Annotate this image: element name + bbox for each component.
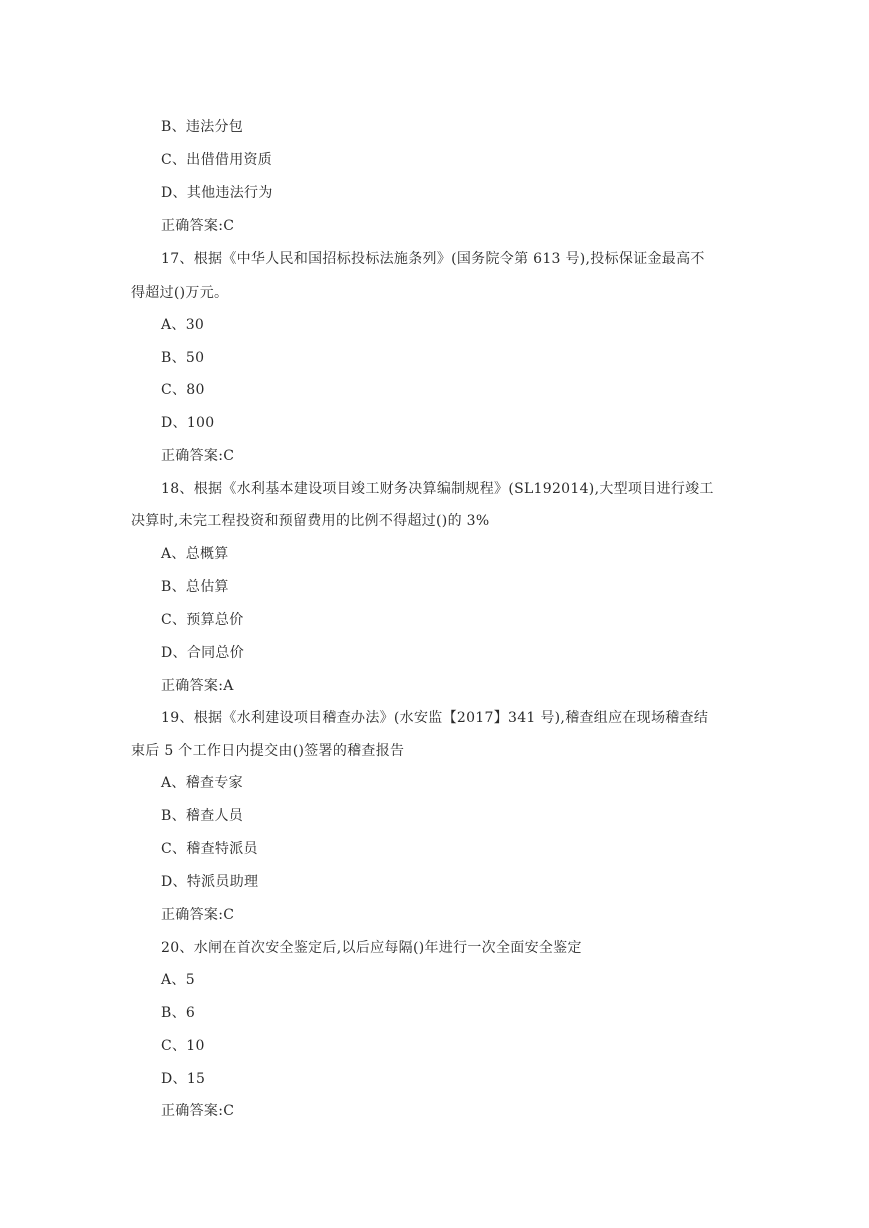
option-line: C、80 [161,382,205,398]
option-line: C、稽查特派员 [161,841,258,857]
option-line: C、10 [161,1038,205,1054]
option-line: D、15 [161,1071,206,1087]
option-line: B、6 [161,1005,196,1021]
option-line: B、稽查人员 [161,808,244,824]
question-line: 17、根据《中华人民和国招标投标法施条列》(国务院令第 613 号),投标保证金最高不 [161,251,705,267]
question-line: 18、根据《水利基本建设项目竣工财务决算编制规程》(SL192014),大型项目进行竣工 [161,481,714,497]
answer-line: 正确答案:C [161,448,235,464]
question-continuation: 得超过()万元。 [131,285,229,301]
option-line: B、50 [161,350,205,366]
answer-line: 正确答案:C [161,1103,235,1119]
option-line: D、100 [161,415,215,431]
option-line: D、其他违法行为 [161,185,273,201]
option-line: A、30 [161,317,205,333]
option-line: B、总估算 [161,579,229,595]
option-line: A、总概算 [161,546,229,562]
question-continuation: 决算时,未完工程投资和预留费用的比例不得超过()的 3% [131,513,490,529]
question-line: 20、水闸在首次安全鉴定后,以后应每隔()年进行一次全面安全鉴定 [161,940,582,956]
option-line: A、5 [161,972,195,988]
option-line: C、出借借用资质 [161,152,273,168]
option-line: D、特派员助理 [161,874,259,890]
answer-line: 正确答案:C [161,218,235,234]
option-line: C、预算总价 [161,612,244,628]
option-line: B、违法分包 [161,119,244,135]
option-line: A、稽查专家 [161,775,243,791]
option-line: D、合同总价 [161,645,245,661]
answer-line: 正确答案:C [161,907,235,923]
question-line: 19、根据《水利建设项目稽查办法》(水安监【2017】341 号),稽查组应在现场稽查结 [161,710,709,726]
question-continuation: 束后 5 个工作日内提交由()签署的稽查报告 [131,743,405,759]
answer-line: 正确答案:A [161,678,234,694]
